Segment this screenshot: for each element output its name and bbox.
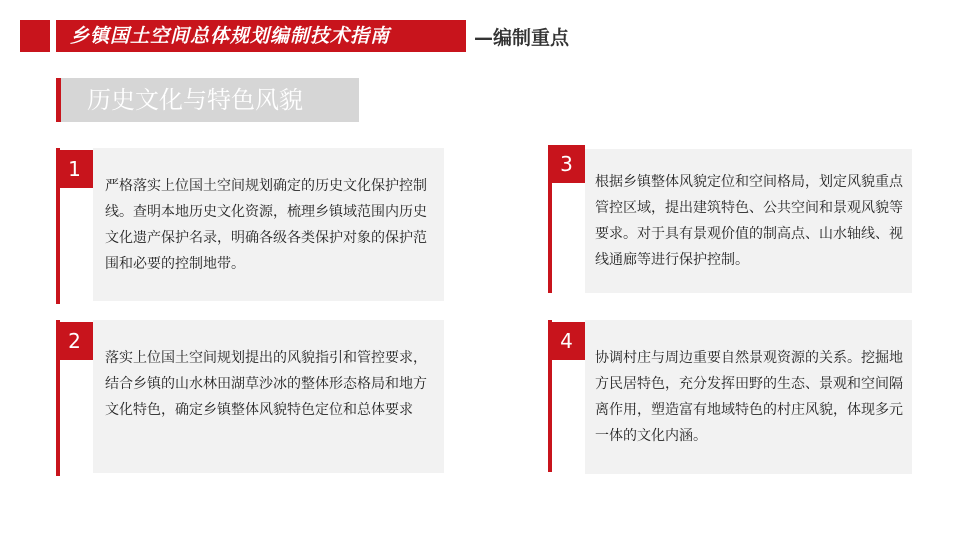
header-subtitle: —编制重点 xyxy=(474,27,570,49)
card-number: 2 xyxy=(56,322,93,360)
card-text: 根据乡镇整体风貌定位和空间格局，划定风貌重点管控区域，提出建筑特色、公共空间和景观风貌等要求。对于具有景观价值的制高点、山水轴线、视线通廊等进行保护控制。 xyxy=(585,149,912,293)
header-title: 乡镇国土空间总体规划编制技术指南 xyxy=(56,20,466,52)
card-number: 3 xyxy=(548,145,585,183)
card-1 xyxy=(56,148,444,304)
card-number: 1 xyxy=(56,150,93,188)
section-title: 历史文化与特色风貌 xyxy=(61,78,359,122)
card-3 xyxy=(548,145,912,293)
card-number: 4 xyxy=(548,322,585,360)
header-accent-square xyxy=(20,20,50,52)
card-text: 落实上位国土空间规划提出的风貌指引和管控要求，结合乡镇的山水林田湖草沙冰的整体形态格局和地方文化特色，确定乡镇整体风貌特色定位和总体要求 xyxy=(93,320,444,473)
card-2 xyxy=(56,320,444,476)
card-text: 协调村庄与周边重要自然景观资源的关系。挖掘地方民居特色，充分发挥田野的生态、景观和空间隔离作用，塑造富有地域特色的村庄风貌，体现多元一体的文化内涵。 xyxy=(585,320,912,474)
card-4 xyxy=(548,320,912,474)
card-text: 严格落实上位国土空间规划确定的历史文化保护控制线。查明本地历史文化资源，梳理乡镇域范围内历史文化遗产保护名录，明确各级各类保护对象的保护范围和必要的控制地带。 xyxy=(93,148,444,301)
